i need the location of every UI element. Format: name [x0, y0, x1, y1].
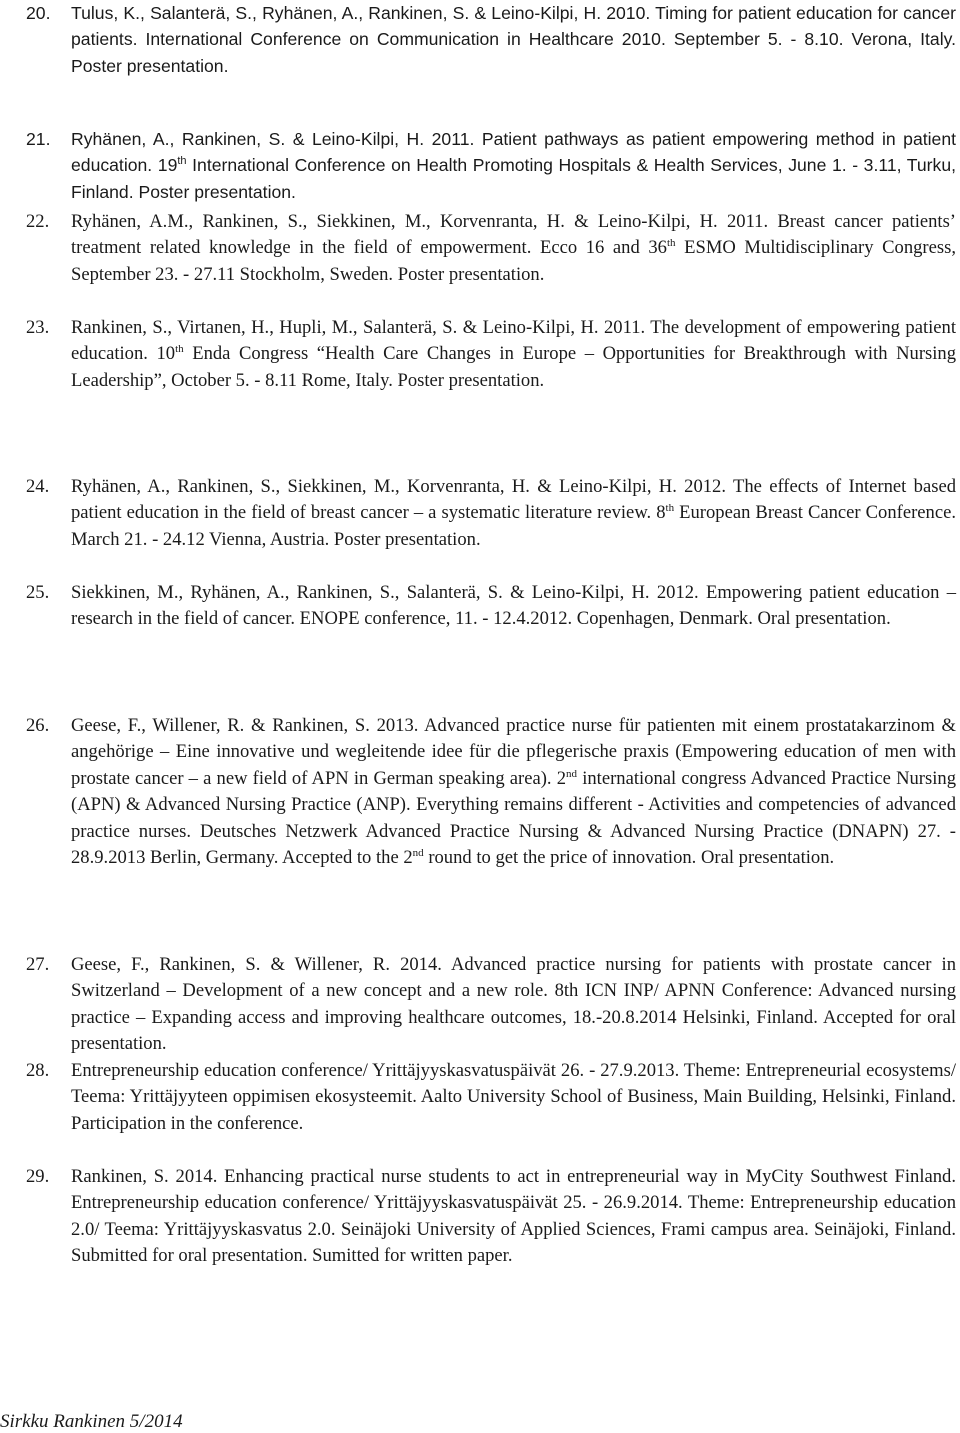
reference-item	[26, 580, 956, 633]
reference-text	[71, 713, 956, 871]
reference-text-segment: Ryhänen, A., Rankinen, S. & Leino-Kilpi, H. 2011. Patient pathways as patient empowering method in patient education. 19	[71, 129, 956, 176]
reference-number: 28.	[26, 1060, 50, 1081]
reference-text-segment: Ryhänen, A., Rankinen, S., Siekkinen, M., Korvenranta, H. & Leino-Kilpi, H. 2012. The effects of Internet based patient education in the field of breast cancer – a systematic literature review. 8	[71, 476, 956, 524]
reference-text-segment: Rankinen, S., Virtanen, H., Hupli, M., Salanterä, S. & Leino-Kilpi, H. 2011. The development of empowering patient education. 10	[71, 317, 956, 365]
reference-text-segment: International Conference on Health Promoting Hospitals & Health Services, June 1. - 3.11, Turku, Finland. Poster presentation.	[71, 155, 956, 202]
reference-item	[26, 952, 956, 1058]
reference-number: 22.	[26, 211, 50, 232]
reference-text-segment: round to get the price of innovation. Oral presentation.	[423, 847, 835, 869]
reference-text-segment: Rankinen, S. 2014. Enhancing practical nurse students to act in entrepreneurial way in MyCity Southwest Finland. Entrepreneurship education conference/ Yrittäjyyskasvatuspäivät 25. - 26.9.2014. Theme: Entrepreneurship education 2.0/ Teema: Yrittäjyyskasvatus 2.0. Seinäjoki University of Applied Sciences, Frami campus area. Seinäjoki, Finland. Submitted for oral presentation. Sumitted for written paper.	[71, 1166, 956, 1267]
reference-text-segment: Geese, F., Rankinen, S. & Willener, R. 2014. Advanced practice nursing for patients with prostate cancer in Switzerland – Development of a new concept and a new role. 8th ICN INP/ APNN Conference: Advanced nursing practice – Expanding access and improving healthcare outcomes, 18.-20.8.2014 Helsinki, Finland. Accepted for oral presentation.	[71, 954, 956, 1055]
reference-number: 26.	[26, 715, 50, 736]
reference-text-segment: Tulus, K., Salanterä, S., Ryhänen, A., Rankinen, S. & Leino-Kilpi, H. 2010. Timing for patient education for cancer patients. International Conference on Communication in Healthcare 2010. September 5. - 8.10. Verona, Italy. Poster presentation.	[71, 3, 956, 76]
ordinal-superscript: th	[666, 237, 676, 250]
reference-item	[26, 474, 956, 553]
reference-item	[26, 315, 956, 394]
reference-item	[26, 1164, 956, 1270]
reference-item	[26, 713, 956, 871]
reference-text-segment: Geese, F., Willener, R. & Rankinen, S. 2013. Advanced practice nurse für patienten mit einem prostatakarzinom & angehörige – Eine innovative und wegleitende idee für die pflegerische praxis (Empowering education of men with prostate cancer – a new field of APN in German speaking area). 2	[71, 715, 956, 789]
reference-text-segment: European Breast Cancer Conference. March 21. - 24.12 Vienna, Austria. Poster presentation.	[71, 502, 956, 550]
reference-text	[71, 209, 956, 288]
reference-text	[71, 1164, 956, 1270]
ordinal-superscript: th	[177, 155, 187, 168]
ordinal-superscript: nd	[566, 767, 578, 780]
reference-text	[71, 580, 956, 633]
reference-number: 25.	[26, 582, 50, 603]
reference-text	[71, 1058, 956, 1137]
reference-text-segment: ESMO Multidisciplinary Congress, September 23. - 27.11 Stockholm, Sweden. Poster presentation.	[71, 237, 956, 285]
reference-text-segment: Siekkinen, M., Ryhänen, A., Rankinen, S., Salanterä, S. & Leino-Kilpi, H. 2012. Empowering patient education – research in the field of cancer. ENOPE conference, 11. - 12.4.2012. Copenhagen, Denmark. Oral presentation.	[71, 582, 956, 630]
reference-text-segment: Ryhänen, A.M., Rankinen, S., Siekkinen, M., Korvenranta, H. & Leino-Kilpi, H. 2011. Breast cancer patients’ treatment related knowledge in the field of empowerment. Ecco 16 and 36	[71, 211, 956, 259]
reference-number: 23.	[26, 317, 50, 338]
reference-item	[26, 126, 956, 205]
reference-item	[26, 209, 956, 288]
reference-text	[71, 952, 956, 1058]
reference-text	[71, 474, 956, 553]
reference-number: 27.	[26, 954, 50, 975]
reference-number: 29.	[26, 1166, 50, 1187]
ordinal-superscript: th	[665, 502, 675, 515]
reference-item	[26, 1058, 956, 1137]
reference-text	[71, 315, 956, 394]
reference-number: 21.	[26, 129, 51, 149]
reference-number: 24.	[26, 476, 50, 497]
reference-item	[26, 0, 956, 79]
reference-text-segment: international congress Advanced Practice Nursing (APN) & Advanced Nursing Practice (ANP). Everything remains different - Activities and competencies of advanced practice nurses. Deutsches Netzwerk Advanced Practice Nursing & Advanced Nursing Practice (DNAPN) 27. - 28.9.2013 Berlin, Germany. Accepted to the 2	[71, 767, 956, 869]
reference-text-segment: Entrepreneurship education conference/ Yrittäjyyskasvatuspäivät 26. - 27.9.2013. Theme: Entrepreneurial ecosystems/ Teema: Yrittäjyyteen oppimisen ekosysteemit. Aalto University School of Business, Main Building, Helsinki, Finland. Participation in the conference.	[71, 1060, 956, 1134]
reference-text	[71, 0, 956, 79]
reference-text	[71, 126, 956, 205]
page-footer: Sirkku Rankinen 5/2014	[0, 1411, 183, 1432]
reference-number: 20.	[26, 3, 51, 23]
reference-text-segment: Enda Congress “Health Care Changes in Europe – Opportunities for Breakthrough with Nursing Leadership”, October 5. - 8.11 Rome, Italy. Poster presentation.	[71, 343, 957, 391]
ordinal-superscript: th	[175, 343, 184, 356]
ordinal-superscript: nd	[412, 846, 424, 859]
